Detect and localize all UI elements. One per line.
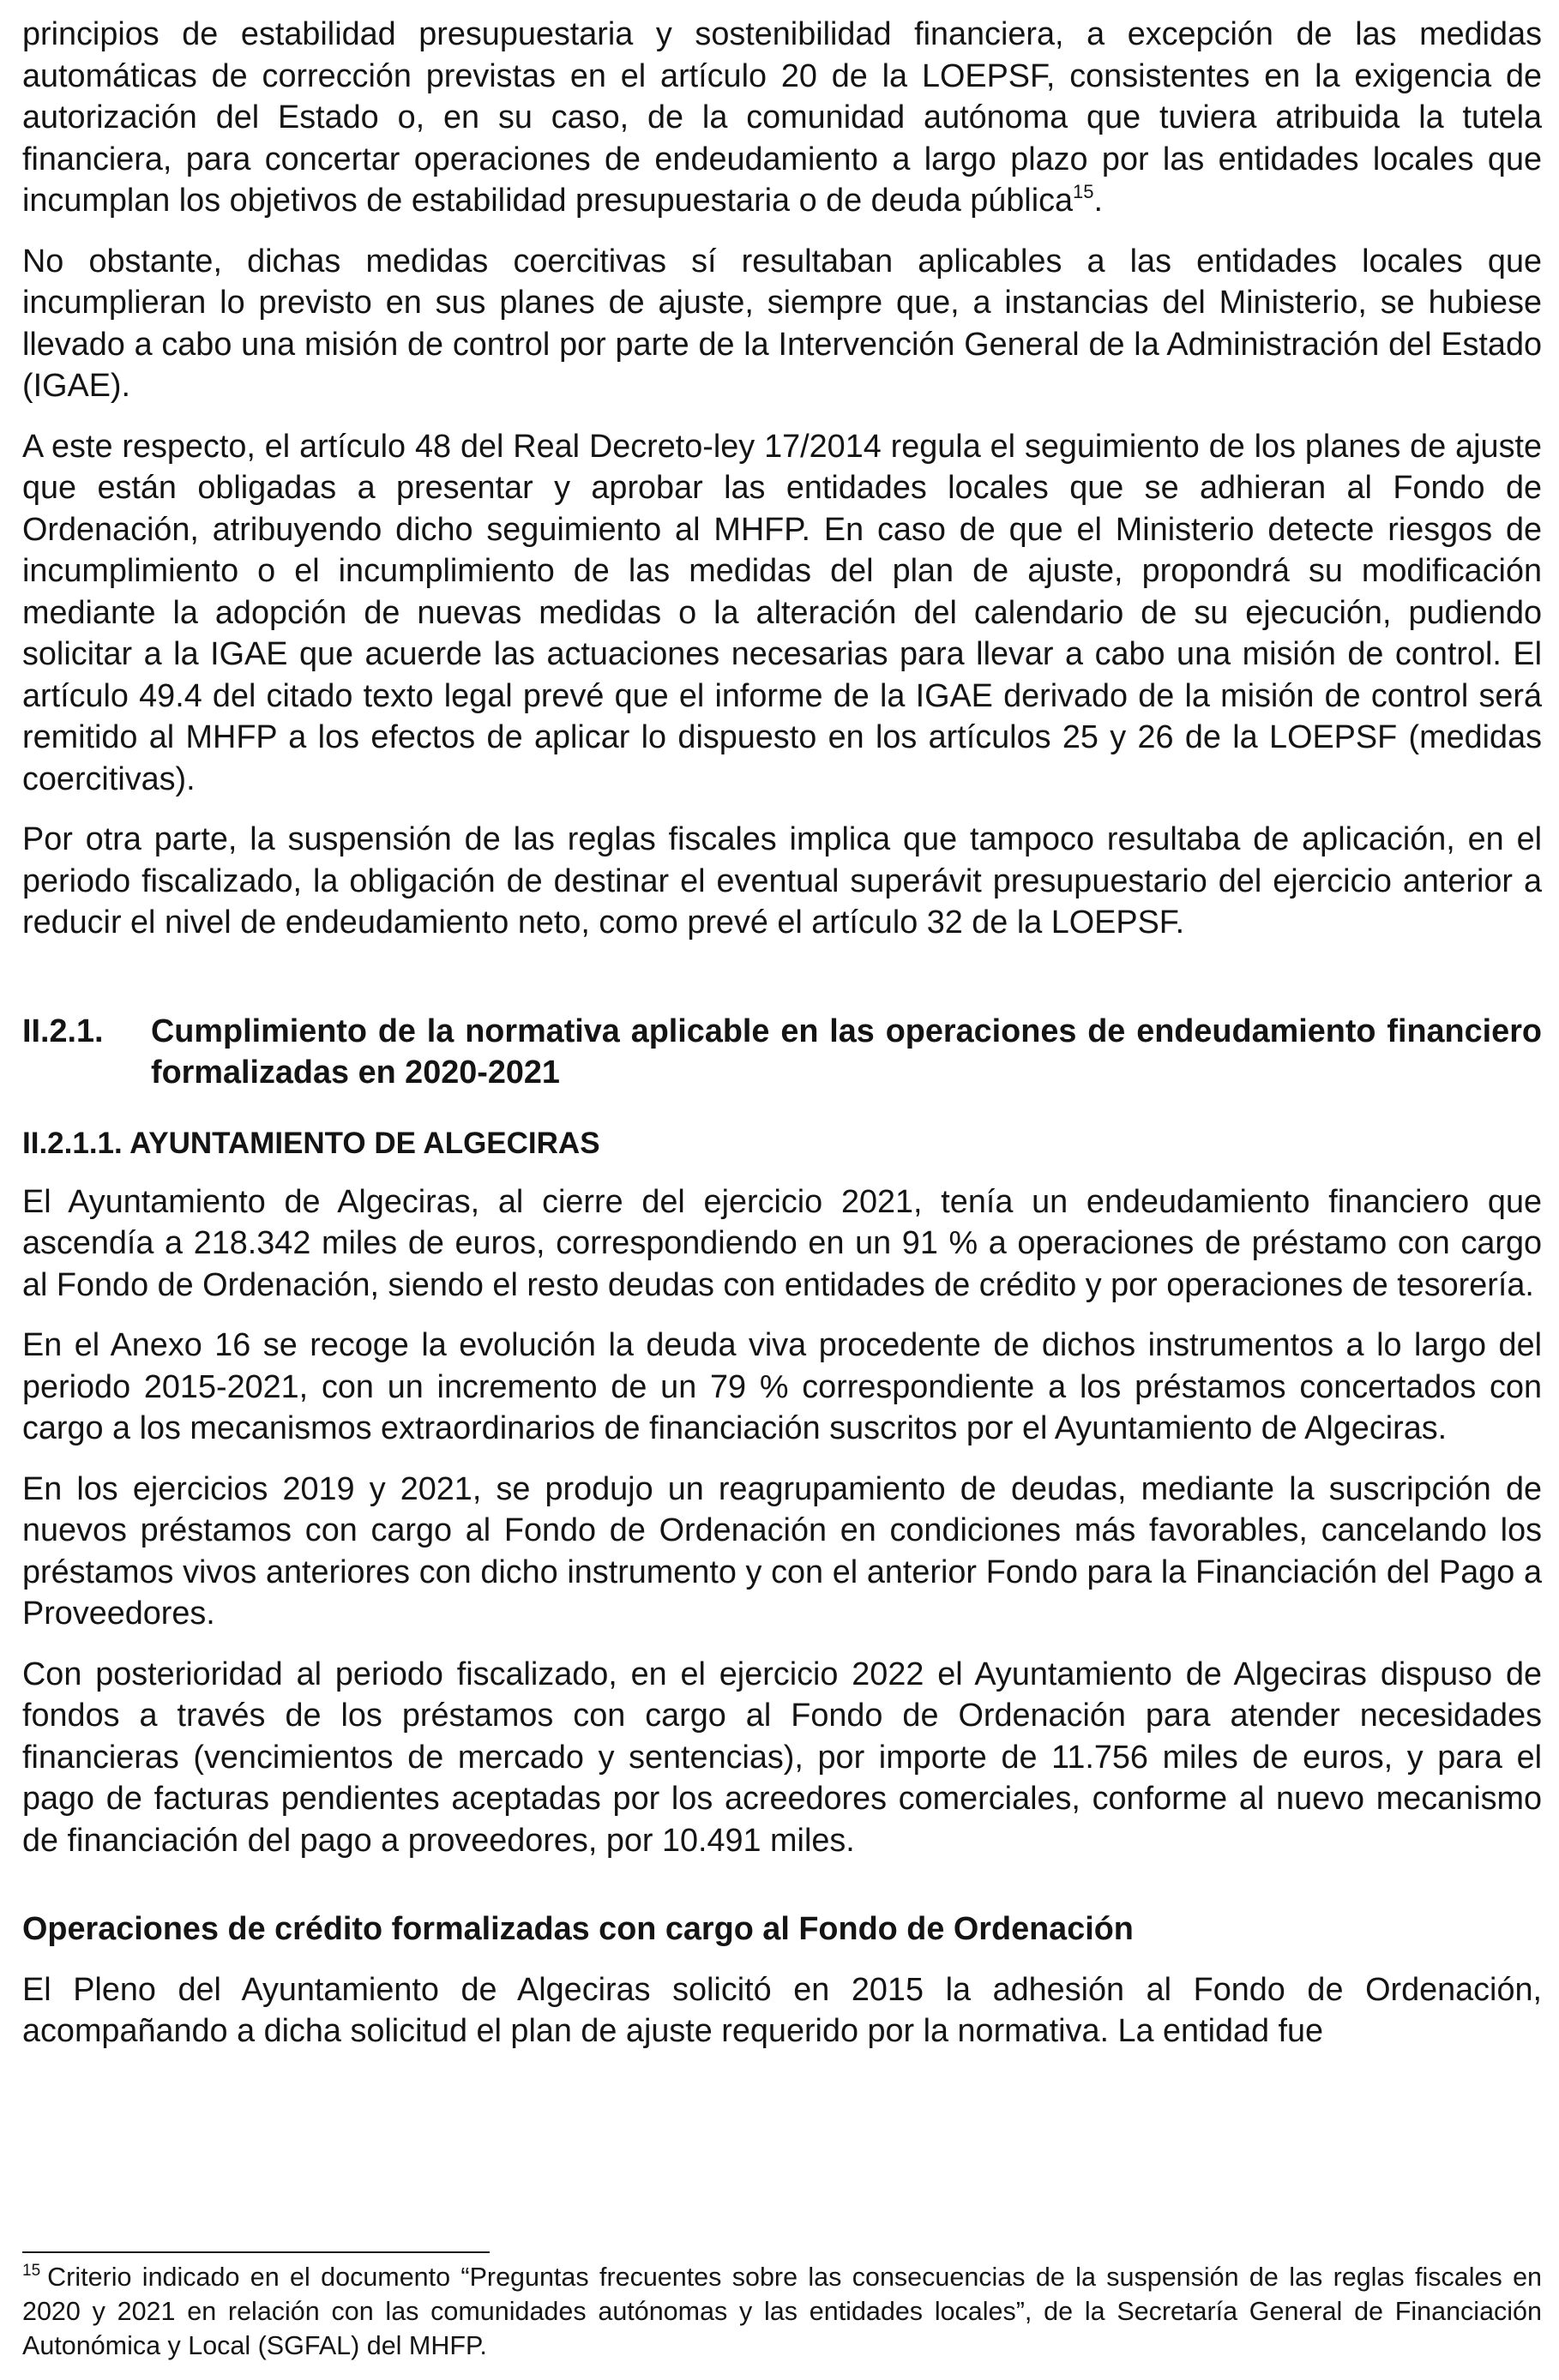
footnote-15 bbox=[22, 2260, 1542, 2363]
paragraph-superavit: Por otra parte, la suspensión de las reglas fiscales implica que tampoco resultaba de aplicación, en el periodo fiscalizado, la obligación de destinar el eventual superávit presupuestario del ejercicio anterior a reducir el nivel de endeudamiento neto, como prevé el artículo 32 de la LOEPSF. bbox=[22, 821, 1542, 941]
paragraph-adjustment-plans: A este respecto, el artículo 48 del Real Decreto-ley 17/2014 regula el seguimiento de los planes de ajuste que están obligadas a presentar y aprobar las entidades locales que se adhieran al Fondo de Ordenación, atribuyendo dicho seguimiento al MHFP. En caso de que el Ministerio detecte riesgos de incumplimiento o el incumplimiento de las medidas del plan de ajuste, propondrá su modificación mediante la adopción de nuevas medidas o la alteración del calendario de su ejecución, pudiendo solicitar a la IGAE que acuerde las actuaciones necesarias para llevar a cabo una misión de control. El artículo 49.4 del citado texto legal prevé que el informe de la IGAE derivado de la misión de control será remitido al MHFP a los efectos de aplicar lo dispuesto en los artículos 25 y 26 de la LOEPSF (medidas coercitivas). bbox=[22, 428, 1542, 797]
paragraph-debt-regrouping: En los ejercicios 2019 y 2021, se produjo un reagrupamiento de deudas, mediante la suscripción de nuevos préstamos con cargo al Fondo de Ordenación en condiciones más favorables, cancelando los préstamos vivos anteriores con dicho instrumento y con el anterior Fondo para la Financiación del Pago a Proveedores. bbox=[22, 1470, 1542, 1632]
paragraph-pleno-adhesion: El Pleno del Ayuntamiento de Algeciras solicitó en 2015 la adhesión al Fondo de Ordenación, acompañando a dicha solicitud el plan de ajuste requerido por la normativa. La entidad fue bbox=[22, 1971, 1542, 2049]
footnote-number: 15 bbox=[22, 2262, 41, 2280]
paragraph-end-punctuation: . bbox=[1093, 183, 1104, 219]
document-page bbox=[22, 14, 1542, 2071]
paragraph-text: principios de estabilidad presupuestaria y sostenibilidad financiera, a excepción de las medidas automáticas de corrección previstas en el artículo 20 de la LOEPSF, consistentes en la exigencia de autorización del Estado o, en su caso, de la comunidad autónoma que tuviera atribuida la tutela financiera, para concertar operaciones de endeudamiento a largo plazo por las entidades locales que incumplan los objetivos de estabilidad presupuestaria o de deuda pública bbox=[22, 16, 1542, 219]
paragraph-coercive-measures: No obstante, dichas medidas coercitivas sí resultaban aplicables a las entidades locales que incumplieran lo previsto en sus planes de ajuste, siempre que, a instancias del Ministerio, se hubiese llevado a cabo una misión de control por parte de la Intervención General de la Administración del Estado (IGAE). bbox=[22, 243, 1542, 404]
section-title: Cumplimiento de la normativa aplicable en las operaciones de endeudamiento financiero formalizadas en 2020-2021 bbox=[151, 1013, 1542, 1091]
footnote-separator bbox=[22, 2251, 490, 2253]
subsection-heading-algeciras: II.2.1.1. AYUNTAMIENTO DE ALGECIRAS bbox=[22, 1126, 600, 1160]
paragraph-anexo-16: En el Anexo 16 se recoge la evolución la deuda viva procedente de dichos instrumentos a lo largo del periodo 2015-2021, con un incremento de un 79 % correspondiente a los préstamos concertados con cargo a los mecanismos extraordinarios de financiación suscritos por el Ayuntamiento de Algeciras. bbox=[22, 1327, 1542, 1446]
section-number: II.2.1. bbox=[22, 1013, 104, 1049]
footnote-reference-15[interactable]: 15 bbox=[1073, 181, 1094, 202]
paragraph-eu-rules-suspension bbox=[22, 14, 1542, 222]
section-heading bbox=[22, 1011, 1542, 1094]
paragraph-post-period-2022: Con posterioridad al periodo fiscalizado, en el ejercicio 2022 el Ayuntamiento de Algeciras dispuso de fondos a través de los préstamos con cargo al Fondo de Ordenación para atender necesidades financieras (vencimientos de mercado y sentencias), por importe de 11.756 miles de euros, y para el pago de facturas pendientes aceptadas por los acreedores comerciales, conforme al nuevo mecanismo de financiación del pago a proveedores, por 10.491 miles. bbox=[22, 1656, 1542, 1859]
footnote-text: Criterio indicado en el documento “Preguntas frecuentes sobre las consecuencias de la suspensión de las reglas fiscales en 2020 y 2021 en relación con las comunidades autónomas y las entidades locales”, de la Secretaría General de Financiación Autonómica y Local (SGFAL) del MHFP. bbox=[22, 2263, 1542, 2360]
paragraph-algeciras-debt: El Ayuntamiento de Algeciras, al cierre del ejercicio 2021, tenía un endeudamiento financiero que ascendía a 218.342 miles de euros, correspondiendo en un 91 % a operaciones de préstamo con cargo al Fondo de Ordenación, siendo el resto deudas con entidades de crédito y por operaciones de tesorería. bbox=[22, 1183, 1542, 1303]
operations-heading: Operaciones de crédito formalizadas con cargo al Fondo de Ordenación bbox=[22, 1911, 1134, 1947]
